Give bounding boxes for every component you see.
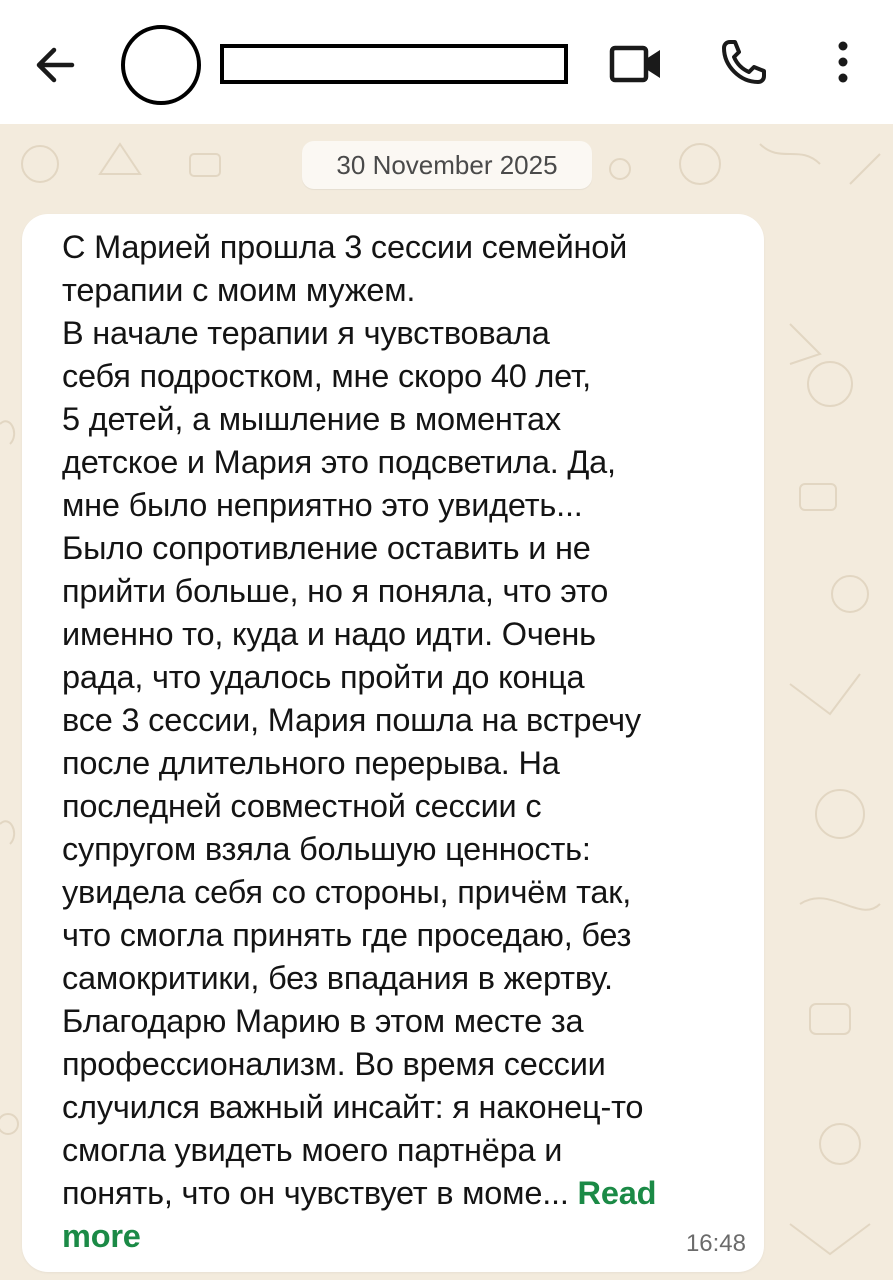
message-line: случился важный инсайт: я наконец-то xyxy=(62,1089,644,1125)
message-bubble[interactable] xyxy=(22,214,764,1272)
message-line: прийти больше, но я поняла, что это xyxy=(62,573,609,609)
menu-button[interactable] xyxy=(826,36,860,88)
message-line: все 3 сессии, Мария пошла на встречу xyxy=(62,702,641,738)
read-more-link-continued[interactable]: more xyxy=(62,1218,141,1254)
message-line: мне было неприятно это увидеть... xyxy=(62,487,583,523)
phone-icon xyxy=(716,34,772,90)
message-line: что смогла принять где проседаю, без xyxy=(62,917,632,953)
message-line: С Марией прошла 3 сессии семейной xyxy=(62,229,628,265)
contact-name[interactable] xyxy=(220,44,568,84)
chat-area[interactable] xyxy=(0,124,893,1280)
message-line: 5 детей, а мышление в моментах xyxy=(62,401,561,437)
message-line: увидела себя со стороны, причём так, xyxy=(62,874,632,910)
message-line: после длительного перерыва. На xyxy=(62,745,560,781)
message-last-text: понять, что он чувствует в моме... xyxy=(62,1175,569,1211)
message-line: супругом взяла большую ценность: xyxy=(62,831,591,867)
message-line-readmore xyxy=(62,1215,750,1258)
message-line: смогла увидеть моего партнёра и xyxy=(62,1132,563,1168)
video-call-button[interactable] xyxy=(608,40,668,88)
message-line: Было сопротивление оставить и не xyxy=(62,530,591,566)
message-line-last xyxy=(62,1172,750,1215)
message-line: терапии с моим мужем. xyxy=(62,272,416,308)
voice-call-button[interactable] xyxy=(716,34,772,90)
message-line: рада, что удалось пройти до конца xyxy=(62,659,585,695)
message-line: В начале терапии я чувствовала xyxy=(62,315,550,351)
more-vertical-icon xyxy=(826,36,860,88)
back-button[interactable] xyxy=(28,38,82,92)
message-line: Благодарю Марию в этом месте за xyxy=(62,1003,584,1039)
message-line: самокритики, без впадания в жертву. xyxy=(62,960,613,996)
message-line: последней совместной сессии с xyxy=(62,788,542,824)
video-camera-icon xyxy=(608,40,668,88)
avatar[interactable] xyxy=(121,25,201,105)
message-line: профессионализм. Во время сессии xyxy=(62,1046,606,1082)
message-line: детское и Мария это подсветила. Да, xyxy=(62,444,616,480)
chat-header xyxy=(0,0,893,124)
read-more-link[interactable]: Read xyxy=(577,1175,657,1211)
message-timestamp: 16:48 xyxy=(685,1230,746,1257)
arrow-left-icon xyxy=(28,38,82,92)
message-text xyxy=(62,226,750,1258)
message-line: именно то, куда и надо идти. Очень xyxy=(62,616,596,652)
date-chip: 30 November 2025 xyxy=(302,141,592,189)
message-line: себя подростком, мне скоро 40 лет, xyxy=(62,358,591,394)
